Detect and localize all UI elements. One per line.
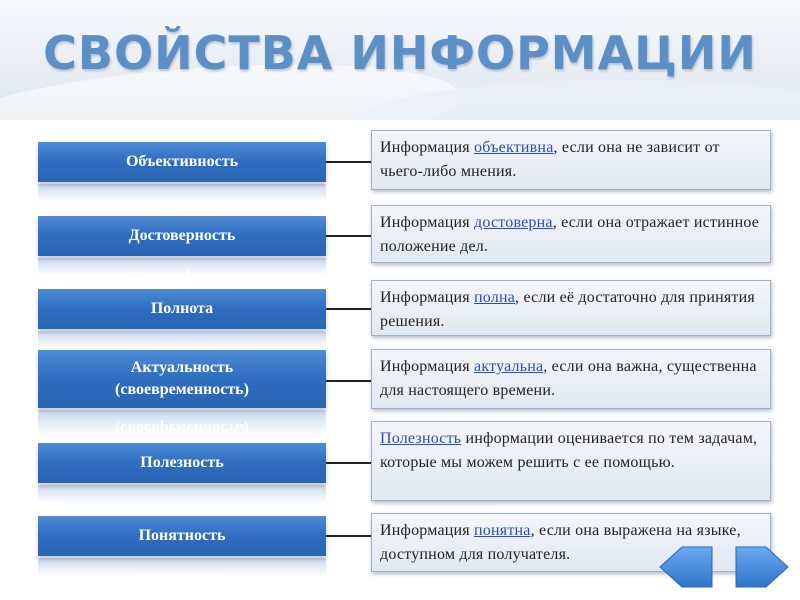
connector-line [326, 380, 371, 382]
definition-box [371, 130, 771, 190]
property-label: Понятность [38, 516, 326, 556]
connector-line [326, 235, 371, 237]
definition-keyword: понятна [474, 522, 531, 539]
arrow-right-icon [734, 545, 790, 589]
property-label: Объективность [38, 142, 326, 182]
connector-line [326, 308, 371, 310]
definition-text: Информация [380, 522, 475, 539]
definition-keyword: актуальна [474, 358, 544, 375]
slide-title: СВОЙСТВА ИНФОРМАЦИИ [43, 26, 757, 80]
property-label: Актуальность (своевременность) [38, 350, 326, 408]
definition-keyword: Полезность [380, 430, 462, 447]
slide-header [0, 0, 800, 125]
definition-text: , если она отражает истинное положение дел. [380, 214, 760, 255]
connector-line [326, 161, 371, 163]
definition-text: , если она не зависит от чьего-либо мнения. [380, 139, 720, 180]
definition-text: Информация [380, 214, 475, 231]
definition-keyword: объективна [474, 139, 554, 156]
definition-text: , если её достаточно для принятия решения. [380, 289, 755, 330]
definition-keyword: достоверна [474, 214, 553, 231]
property-label: Полезность [38, 443, 326, 483]
property-label: Полнота [38, 289, 326, 329]
definition-box [371, 205, 771, 263]
definition-text: Информация [380, 139, 475, 156]
definition-box [371, 421, 771, 501]
definition-text: , если она важна, существенна для настоящего времени. [380, 358, 757, 399]
definition-box [371, 280, 771, 336]
connector-line [326, 462, 371, 464]
definition-text: , если она выражена на языке, доступном для получателя. [380, 522, 741, 563]
definition-text: информации оценивается по тем задачам, которые мы можем решить с ее помощью. [380, 430, 758, 471]
property-label: Достоверность [38, 216, 326, 256]
definition-box [371, 349, 771, 409]
arrow-left-icon [658, 545, 714, 589]
prev-slide-button[interactable] [658, 545, 714, 589]
definition-text: Информация [380, 289, 475, 306]
connector-line [326, 535, 371, 537]
definition-keyword: полна [474, 289, 516, 306]
definition-text: Информация [380, 358, 475, 375]
next-slide-button[interactable] [734, 545, 790, 589]
